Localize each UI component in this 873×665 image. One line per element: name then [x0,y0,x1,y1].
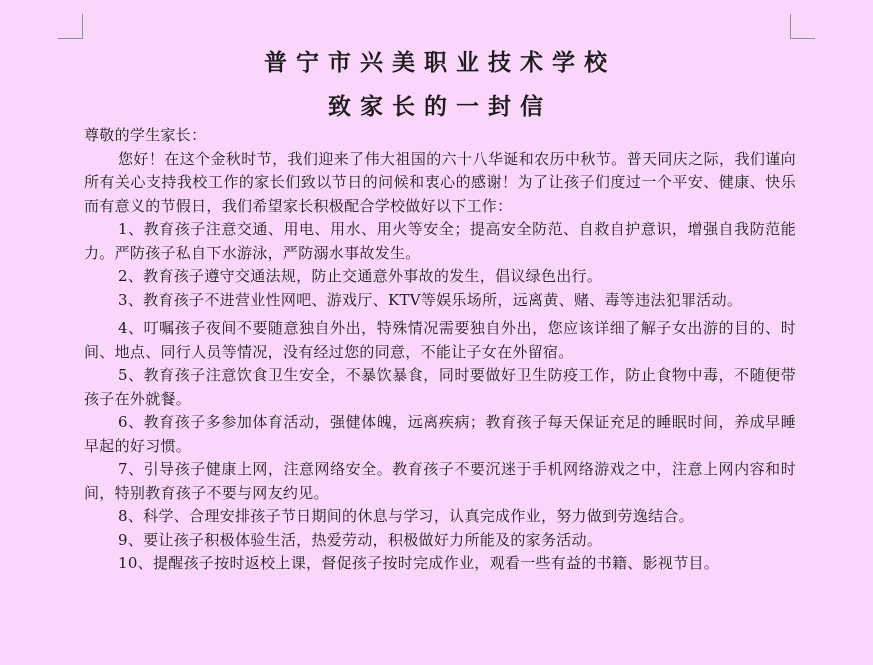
list-item: 9、要让孩子积极体验生活，热爱劳动，积极做好力所能及的家务活动。 [118,530,603,549]
intro-paragraph: 您好！在这个金秋时节，我们迎来了伟大祖国的六十八华诞和农历中秋节。普天同庆之际，我们谨向所有关心支持我校工作的家长们致以节日的问候和衷心的感谢！为了让孩子们度过一个平安、健康、快乐而有意义的节假日，我们希望家长积极配合学校做好以下工作： [84,149,796,215]
crop-mark-top-right-horizontal [790,38,815,39]
letter-title: 致家长的一封信 [328,93,552,120]
list-item: 7、引导孩子健康上网，注意网络安全。教育孩子不要沉迷于手机网络游戏之中，注意上网内容和时间，特别教育孩子不要与网友约见。 [84,460,796,502]
list-item: 4、叮嘱孩子夜间不要随意独自外出，特殊情况需要独自外出，您应该详细了解子女出游的目的、时间、地点、同行人员等情况，没有经过您的同意，不能让子女在外留宿。 [84,319,796,361]
school-title: 普宁市兴美职业技术学校 [264,49,616,76]
list-item: 6、教育孩子多参加体育活动，强健体魄，远离疾病；教育孩子每天保证充足的睡眠时间，养成早睡早起的好习惯。 [84,413,796,455]
crop-mark-top-right-vertical [790,14,791,38]
crop-mark-top-left-vertical [82,14,83,38]
document-page [84,46,796,576]
list-item: 2、教育孩子遵守交通法规，防止交通意外事故的发生，倡议绿色出行。 [118,267,603,285]
salutation: 尊敬的学生家长： [84,126,207,144]
list-item: 5、教育孩子注意饮食卫生安全，不暴饮暴食，同时要做好卫生防疫工作，防止食物中毒，不随便带孩子在外就餐。 [84,366,796,408]
list-item: 1、教育孩子注意交通、用电、用水、用火等安全；提高安全防范、自救自护意识，增强自我防范能力。严防孩子私自下水游泳，严防溺水事故发生。 [84,220,796,262]
crop-mark-top-left-horizontal [58,38,83,39]
list-item: 10、提醒孩子按时返校上课，督促孩子按时完成作业，观看一些有益的书籍、影视节目。 [118,554,720,572]
list-item: 3、教育孩子不进营业性网吧、游戏厅、KTV等娱乐场所，远离黄、赌、毒等违法犯罪活动。 [118,290,743,309]
list-item: 8、科学、合理安排孩子节日期间的休息与学习，认真完成作业，努力做到劳逸结合。 [118,507,694,525]
